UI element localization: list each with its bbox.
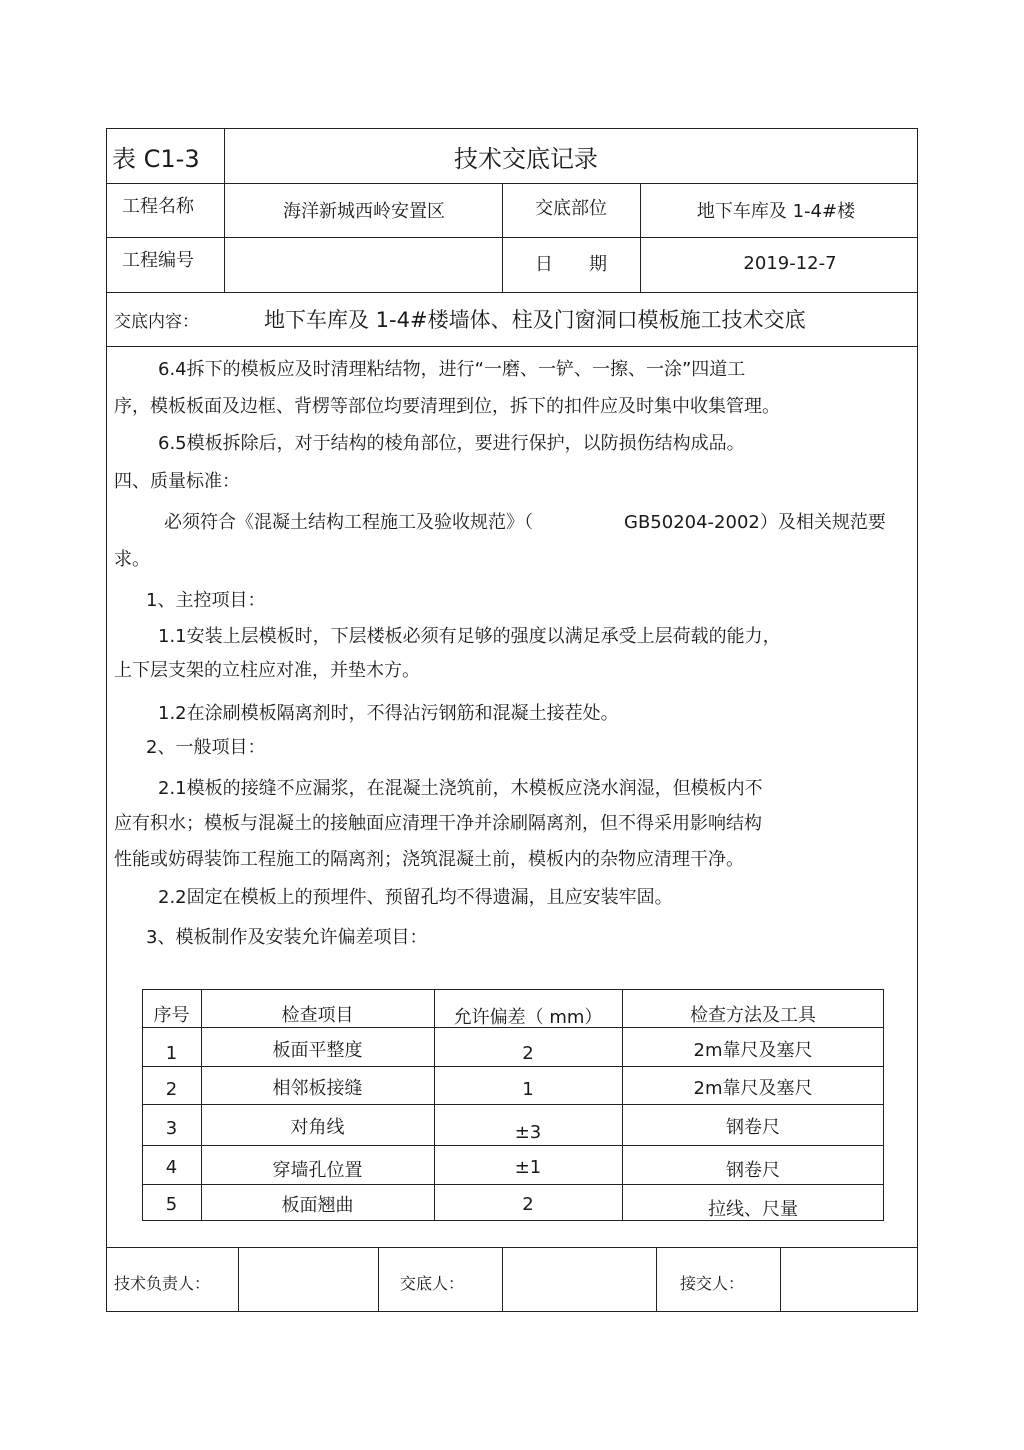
table-cell-no: 1 xyxy=(165,1042,178,1064)
row-divider xyxy=(106,183,918,184)
subsection-heading: 1、主控项目： xyxy=(146,590,266,611)
table-cell-tolerance: 1 xyxy=(522,1078,534,1100)
table-header-cell: 检查项目 xyxy=(281,1005,354,1026)
column-divider xyxy=(502,1247,503,1312)
table-header-cell: 序号 xyxy=(153,1005,190,1026)
column-divider xyxy=(780,1247,781,1312)
project-no-value xyxy=(226,239,502,289)
column-divider xyxy=(378,1247,379,1312)
body-line: 上下层支架的立柱应对准，并垫木方。 xyxy=(114,660,420,681)
table-header-cell: 允许偏差（ mm） xyxy=(453,1007,603,1028)
column-divider xyxy=(502,183,503,292)
date-value: 2019-12-7 xyxy=(743,252,837,274)
table-cell-item: 板面平整度 xyxy=(272,1040,363,1061)
project-name-label: 工程名称 xyxy=(122,196,194,217)
receiver-signature-field[interactable] xyxy=(782,1249,916,1310)
table-header-cell: 检查方法及工具 xyxy=(690,1005,816,1026)
row-divider xyxy=(106,237,918,238)
body-line: GB50204-2002）及相关规范要 xyxy=(624,512,886,533)
section-heading: 四、质量标准： xyxy=(114,471,240,492)
table-cell-tolerance: ±1 xyxy=(514,1156,542,1178)
table-cell-method: 钢卷尺 xyxy=(726,1160,780,1181)
table-cell-tolerance: ±3 xyxy=(514,1121,542,1143)
row-divider xyxy=(106,1247,918,1248)
receiver-label: 接交人： xyxy=(680,1273,745,1293)
column-divider xyxy=(640,183,641,292)
content-subject: 地下车库及 1-4#楼墙体、柱及门窗洞口模板施工技术交底 xyxy=(264,308,806,332)
table-cell-method: 2m靠尺及塞尺 xyxy=(693,1040,813,1061)
discloser-signature-field[interactable] xyxy=(504,1249,654,1310)
project-name-value: 海洋新城西岭安置区 xyxy=(283,201,445,222)
body-line: 6.4拆下的模板应及时清理粘结物，进行“一磨、一铲、一擦、一涂”四道工 xyxy=(158,359,746,380)
column-divider xyxy=(656,1247,657,1312)
page-title: 技术交底记录 xyxy=(454,144,598,173)
subsection-heading: 2、一般项目： xyxy=(146,737,266,758)
table-cell-item: 穿墙孔位置 xyxy=(272,1160,363,1181)
table-cell-item: 板面翘曲 xyxy=(281,1195,354,1216)
body-line: 2.2固定在模板上的预埋件、预留孔均不得遗漏，且应安装牢固。 xyxy=(158,887,673,908)
form-code: 表 C1-3 xyxy=(112,144,200,173)
table-cell-item: 对角线 xyxy=(290,1117,345,1138)
content-label: 交底内容： xyxy=(114,311,199,332)
table-cell-tolerance: 2 xyxy=(522,1193,534,1215)
table-cell-tolerance: 2 xyxy=(522,1042,534,1064)
column-divider xyxy=(238,1247,239,1312)
tech-lead-label: 技术负责人： xyxy=(114,1273,211,1293)
table-cell-no: 5 xyxy=(165,1193,178,1215)
row-divider xyxy=(106,346,918,347)
body-line: 1.2在涂刷模板隔离剂时，不得沾污钢筋和混凝土接茬处。 xyxy=(158,703,619,724)
table-cell-method: 2m靠尺及塞尺 xyxy=(693,1078,813,1099)
column-divider xyxy=(224,128,225,292)
body-line: 求。 xyxy=(114,549,150,570)
body-line: 序，模板板面及边框、背楞等部位均要清理到位，拆下的扣件应及时集中收集管理。 xyxy=(114,396,780,417)
body-line: 2.1模板的接缝不应漏浆，在混凝土浇筑前，木模板应浇水润湿，但模板内不 xyxy=(158,778,763,799)
table-cell-no: 3 xyxy=(165,1117,178,1139)
part-value: 地下车库及 1-4#楼 xyxy=(696,201,856,222)
table-cell-no: 4 xyxy=(165,1156,178,1178)
project-no-label: 工程编号 xyxy=(122,250,194,271)
row-divider xyxy=(106,292,918,293)
body-line: 应有积水；模板与混凝土的接触面应清理干净并涂刷隔离剂，但不得采用影响结构 xyxy=(114,813,762,834)
part-label: 交底部位 xyxy=(535,198,607,219)
table-cell-method: 钢卷尺 xyxy=(726,1117,780,1138)
body-line: 1.1安装上层模板时，下层楼板必须有足够的强度以满足承受上层荷载的能力， xyxy=(158,626,781,647)
date-label: 日 期 xyxy=(535,254,607,275)
table-cell-item: 相邻板接缝 xyxy=(272,1078,363,1099)
tech-lead-signature-field[interactable] xyxy=(240,1249,376,1310)
body-line: 6.5模板拆除后，对于结构的棱角部位，要进行保护，以防损伤结构成品。 xyxy=(158,433,745,454)
body-line: 性能或妨碍装饰工程施工的隔离剂；浇筑混凝土前，模板内的杂物应清理干净。 xyxy=(114,849,744,870)
table-cell-method: 拉线、尺量 xyxy=(708,1199,798,1220)
body-line: 必须符合《混凝土结构工程施工及验收规范》（ xyxy=(164,512,533,533)
discloser-label: 交底人： xyxy=(400,1273,465,1293)
subsection-heading: 3、模板制作及安装允许偏差项目： xyxy=(146,927,428,948)
table-cell-no: 2 xyxy=(165,1078,178,1100)
